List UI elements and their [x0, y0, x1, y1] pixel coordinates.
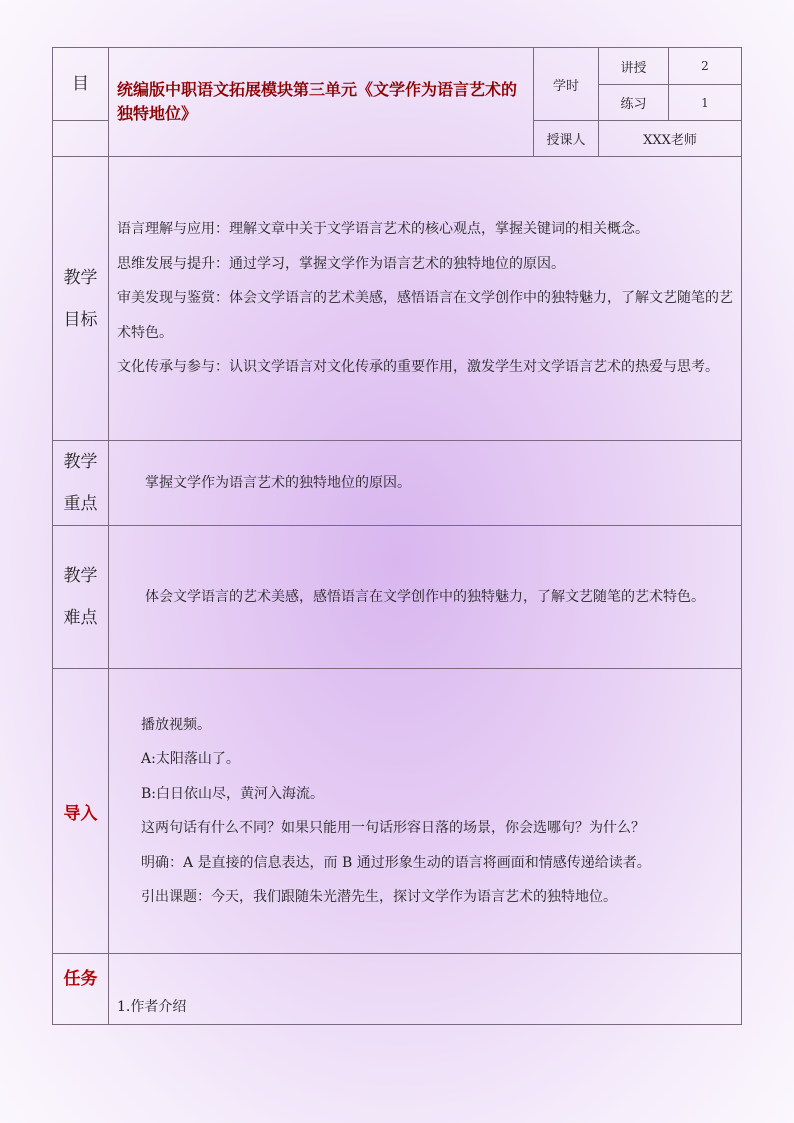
- intro-line: 明确：A 是直接的信息表达，而 B 通过形象生动的语言将画面和情感传递给读者。: [141, 854, 651, 871]
- task-item: 1.作者介绍: [117, 999, 187, 1015]
- task-label: 任务: [53, 954, 109, 1025]
- key-points-label-line1: 教学: [63, 452, 98, 472]
- key-points-label-line2: 重点: [63, 494, 98, 514]
- practice-label: 练习: [599, 85, 669, 121]
- intro-content: [109, 669, 742, 954]
- header-blank-cell: [53, 121, 109, 157]
- objective-item: 文化传承与参与：认识文学语言对文化传承的重要作用，激发学生对文学语言艺术的热爱与思考。: [117, 359, 719, 376]
- objectives-label-line2: 目标: [63, 309, 98, 330]
- difficulties-label: [53, 526, 109, 669]
- course-title: 统编版中职语文拓展模块第三单元《文学作为语言艺术的独特地位》: [109, 48, 534, 157]
- teacher-label: 授课人: [534, 121, 599, 157]
- intro-label: 导入: [53, 669, 109, 954]
- difficulties-label-line2: 难点: [63, 608, 98, 628]
- intro-line: 播放视频。: [141, 716, 211, 733]
- objective-item: 审美发现与鉴赏：体会文学语言的艺术美感，感悟语言在文学创作中的独特魅力，了解文艺随笔的艺术特色。: [117, 290, 733, 341]
- header-label: 目: [72, 74, 89, 94]
- objective-item: 思维发展与提升：通过学习，掌握文学作为语言艺术的独特地位的原因。: [117, 255, 565, 272]
- difficulties-text: 体会文学语言的艺术美感，感悟语言在文学创作中的独特魅力，了解文艺随笔的艺术特色。: [145, 588, 705, 605]
- key-points-label: [53, 441, 109, 526]
- key-points-content: [109, 441, 742, 526]
- practice-hours: 1: [669, 85, 742, 121]
- intro-line: 引出课题：今天，我们跟随朱光潜先生，探讨文学作为语言艺术的独特地位。: [141, 889, 617, 905]
- intro-line: A:太阳落山了。: [141, 751, 240, 767]
- hours-label: 学时: [534, 48, 599, 121]
- key-points-text: 掌握文学作为语言艺术的独特地位的原因。: [145, 474, 411, 491]
- objectives-content: [109, 157, 742, 441]
- header-label-cell: [53, 48, 109, 121]
- intro-line: B:白日依山尽，黄河入海流。: [141, 785, 325, 802]
- task-content: [109, 954, 742, 1025]
- objectives-label: [53, 157, 109, 441]
- lecture-label: 讲授: [599, 48, 669, 85]
- objectives-label-line1: 教学: [63, 267, 98, 288]
- intro-line: 这两句话有什么不同？如果只能用一句话形容日落的场景，你会选哪句？为什么？: [141, 820, 645, 836]
- lecture-hours: 2: [669, 48, 742, 85]
- teacher-name: XXX老师: [599, 121, 742, 157]
- lesson-plan-table: [52, 47, 742, 1025]
- objective-item: 语言理解与应用：理解文章中关于文学语言艺术的核心观点，掌握关键词的相关概念。: [117, 221, 649, 238]
- difficulties-label-line1: 教学: [63, 566, 98, 586]
- lesson-plan-sheet: [52, 47, 741, 1024]
- difficulties-content: [109, 526, 742, 669]
